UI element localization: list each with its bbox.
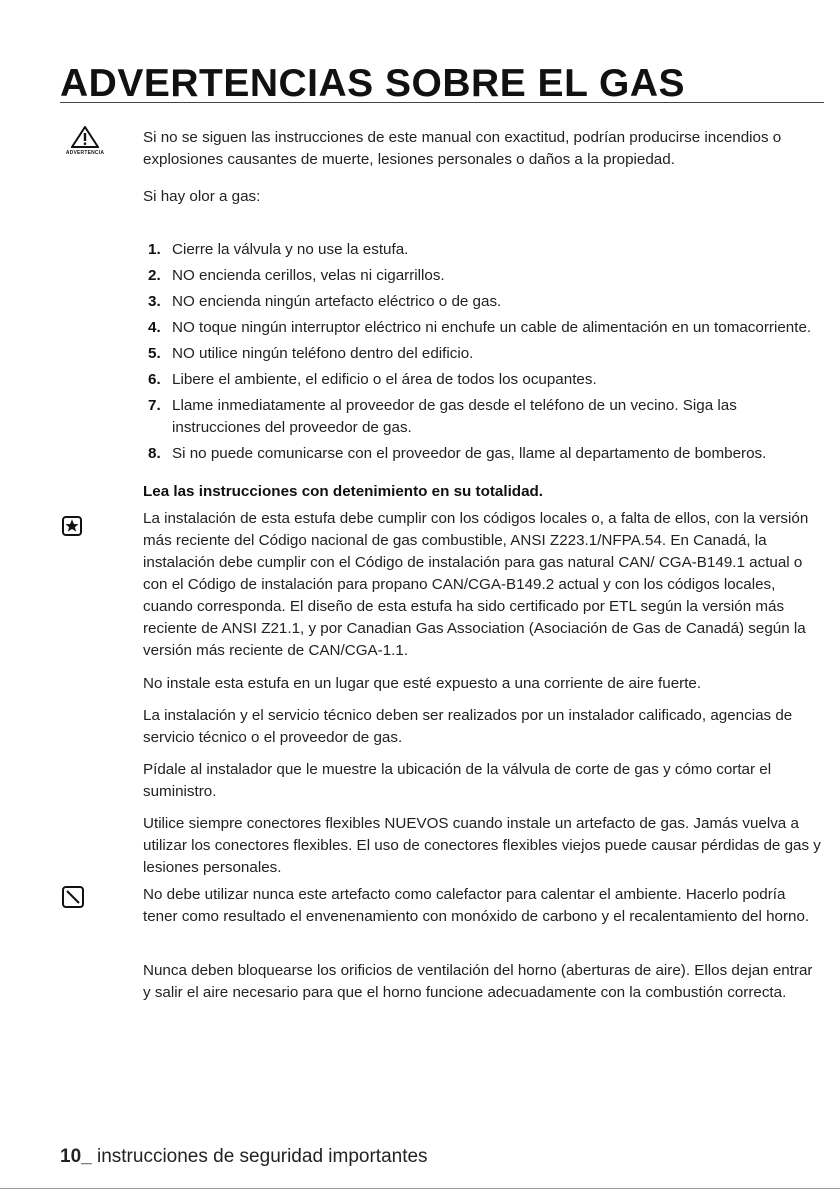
vents-text: Nunca deben bloquearse los orificios de ventilación del horno (aberturas de aire). Ellos dejan entrar y salir el aire necesario para que el horno funcione adecuadamente con la combustión correcta.	[143, 962, 813, 1001]
connectors-text: Utilice siempre conectores flexibles NUEVOS cuando instale un artefacto de gas. Jamás vuelva a utilizar los conectores flexibles. El uso de conectores flexibles viejos puede causar pérdidas de gas y lesiones personales.	[143, 815, 821, 876]
warning-icon	[62, 126, 108, 156]
no-wind-text: No instale esta estufa en un lugar que esté expuesto a una corriente de aire fuerte.	[143, 675, 702, 692]
step-number: 3.	[148, 293, 161, 310]
list-item	[148, 395, 828, 439]
step-number: 4.	[148, 319, 161, 336]
step-text: Si no puede comunicarse con el proveedor de gas, llame al departamento de bomberos.	[172, 445, 767, 462]
prohibited-icon	[62, 886, 84, 913]
list-item	[148, 343, 828, 365]
intro-text: Si no se siguen las instrucciones de este manual con exactitud, podrían producirse incendios o explosiones causantes de muerte, lesiones personales o daños a la propiedad.	[143, 129, 782, 168]
step-text: NO toque ningún interruptor eléctrico ni enchufe un cable de alimentación en un tomacorriente.	[172, 319, 812, 336]
list-item	[148, 369, 828, 391]
installation-text: La instalación de esta estufa debe cumplir con los códigos locales o, a falta de ellos, con la versión más reciente del Código nacional de gas combustible, ANSI Z223.1/NFPA.54. En Canadá, la instalación debe cumplir con el Código de instalación para gas natural CAN/ CGA-B149.1 actual o con el Código de instalación para propano CAN/CGA-B149.2 actual y con los códigos locales, cuando corresponda. El diseño de esta estufa ha sido certificado por ETL según la versión más reciente de ANSI Z21.1, y por Canadian Gas Association (Asociación de Gas de Canadá) según la versión más reciente de CAN/CGA-1.1.	[143, 510, 809, 659]
list-item	[148, 291, 828, 313]
qualified-installer-text: La instalación y el servicio técnico deben ser realizados por un instalador calificado, agencias de servicio técnico o el proveedor de gas.	[143, 707, 793, 746]
step-number: 8.	[148, 445, 161, 462]
warning-label: ADVERTENCIA	[65, 150, 105, 156]
step-text: NO encienda ningún artefacto eléctrico o de gas.	[172, 293, 502, 310]
list-item	[148, 443, 828, 465]
list-item	[148, 317, 828, 339]
step-text: NO utilice ningún teléfono dentro del edificio.	[172, 345, 474, 362]
page-footer	[60, 1146, 428, 1168]
list-item	[148, 265, 828, 287]
step-number: 6.	[148, 371, 161, 388]
step-number: 7.	[148, 397, 161, 414]
steps-list	[148, 239, 828, 465]
step-text: NO encienda cerillos, velas ni cigarrillos.	[172, 267, 445, 284]
star-icon	[62, 516, 82, 541]
step-number: 5.	[148, 345, 161, 362]
list-item	[148, 239, 828, 261]
page-number: 10_	[60, 1146, 92, 1167]
step-number: 2.	[148, 267, 161, 284]
step-text: Cierre la válvula y no use la estufa.	[172, 241, 409, 258]
title-divider	[60, 102, 824, 103]
step-text: Libere el ambiente, el edificio o el área de todos los ocupantes.	[172, 371, 597, 388]
step-number: 1.	[148, 241, 161, 258]
read-instructions-heading: Lea las instrucciones con detenimiento en su totalidad.	[143, 483, 544, 500]
shutoff-valve-text: Pídale al instalador que le muestre la ubicación de la válvula de corte de gas y cómo cortar el suministro.	[143, 761, 772, 800]
footer-text: instrucciones de seguridad importantes	[91, 1146, 428, 1167]
no-heater-text: No debe utilizar nunca este artefacto como calefactor para calentar el ambiente. Hacerlo podría tener como resultado el envenenamiento con monóxido de carbono y el recalentamiento del horno.	[143, 886, 810, 925]
bottom-divider	[0, 1188, 840, 1189]
step-text: Llame inmediatamente al proveedor de gas desde el teléfono de un vecino. Siga las instrucciones del proveedor de gas.	[172, 397, 737, 436]
page-title: ADVERTENCIAS SOBRE EL GAS	[60, 62, 686, 105]
gas-smell-heading: Si hay olor a gas:	[143, 188, 261, 205]
